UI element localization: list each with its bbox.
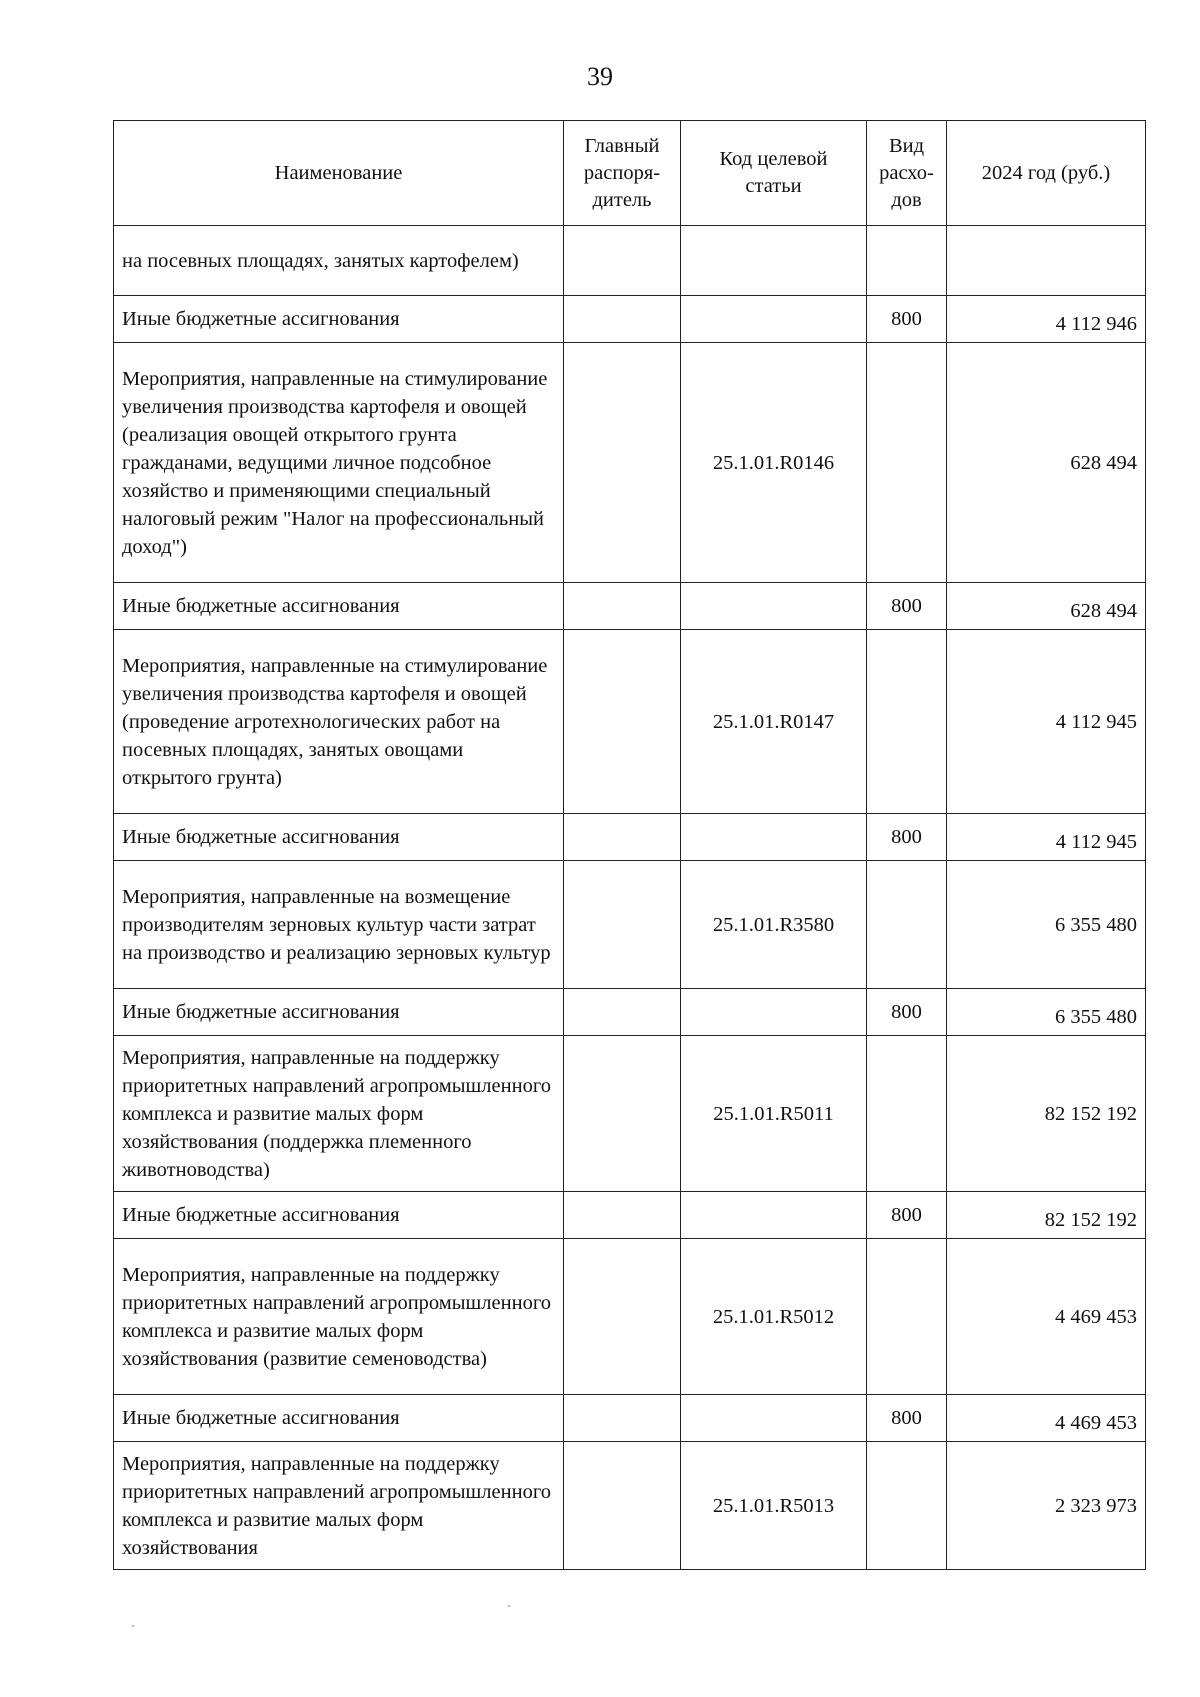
row-admin — [564, 296, 681, 343]
row-kind — [867, 630, 947, 814]
row-amount: 82 152 192 — [947, 1036, 1146, 1192]
row-code — [681, 1395, 867, 1442]
table-row — [114, 861, 1146, 989]
row-name: Мероприятия, направленные на возмещение производителям зерновых культур части затрат на производство и реализацию зерновых культур — [114, 861, 564, 989]
row-admin — [564, 226, 681, 296]
row-kind — [867, 861, 947, 989]
row-kind — [867, 1239, 947, 1395]
row-code: 25.1.01.R3580 — [681, 861, 867, 989]
row-code — [681, 226, 867, 296]
row-admin — [564, 814, 681, 861]
scan-speck — [508, 1605, 510, 1607]
table-row — [114, 226, 1146, 296]
header-kind: Вид расхо-дов — [867, 121, 947, 226]
header-name: Наименование — [114, 121, 564, 226]
table-row — [114, 630, 1146, 814]
row-name: Иные бюджетные ассигнования — [114, 296, 564, 343]
row-code — [681, 296, 867, 343]
row-admin — [564, 989, 681, 1036]
row-admin — [564, 343, 681, 583]
row-code — [681, 1192, 867, 1239]
row-code: 25.1.01.R5012 — [681, 1239, 867, 1395]
table-row — [114, 1239, 1146, 1395]
scan-speck — [132, 1625, 134, 1627]
row-name: Мероприятия, направленные на стимулирование увеличения производства картофеля и овощей (проведение агротехнологических работ на посевных площадях, занятых овощами открытого грунта) — [114, 630, 564, 814]
row-admin — [564, 1036, 681, 1192]
row-kind: 800 — [867, 814, 947, 861]
table-row — [114, 1192, 1146, 1239]
row-name: Иные бюджетные ассигнования — [114, 1192, 564, 1239]
row-name: Мероприятия, направленные на поддержку приоритетных направлений агропромышленного комплекса и развитие малых форм хозяйствования (развитие семеноводства) — [114, 1239, 564, 1395]
header-amount: 2024 год (руб.) — [947, 121, 1146, 226]
row-code: 25.1.01.R0147 — [681, 630, 867, 814]
table-row — [114, 1395, 1146, 1442]
header-code: Код целевой статьи — [681, 121, 867, 226]
row-admin — [564, 630, 681, 814]
row-amount: 6 355 480 — [947, 989, 1146, 1036]
table-header-row — [114, 121, 1146, 226]
row-amount — [947, 226, 1146, 296]
row-amount: 4 469 453 — [947, 1395, 1146, 1442]
table-row — [114, 1036, 1146, 1192]
row-amount: 628 494 — [947, 343, 1146, 583]
row-admin — [564, 1239, 681, 1395]
row-code — [681, 989, 867, 1036]
row-name: Мероприятия, направленные на поддержку приоритетных направлений агропромышленного комплекса и развитие малых форм хозяйствования — [114, 1442, 564, 1570]
row-code — [681, 814, 867, 861]
row-kind: 800 — [867, 296, 947, 343]
row-admin — [564, 1395, 681, 1442]
row-kind — [867, 343, 947, 583]
row-name: Мероприятия, направленные на стимулирование увеличения производства картофеля и овощей (реализация овощей открытого грунта гражданами, ведущими личное подсобное хозяйство и применяющими специальный налоговый режим "Налог на профессиональный доход") — [114, 343, 564, 583]
header-admin: Главный распоря-дитель — [564, 121, 681, 226]
table-row — [114, 343, 1146, 583]
row-name: Иные бюджетные ассигнования — [114, 583, 564, 630]
row-name: на посевных площадях, занятых картофелем) — [114, 226, 564, 296]
row-kind: 800 — [867, 1192, 947, 1239]
row-amount: 6 355 480 — [947, 861, 1146, 989]
row-kind: 800 — [867, 583, 947, 630]
row-code — [681, 583, 867, 630]
row-amount: 82 152 192 — [947, 1192, 1146, 1239]
table-row — [114, 296, 1146, 343]
row-kind — [867, 1442, 947, 1570]
table-row — [114, 1442, 1146, 1570]
row-name: Иные бюджетные ассигнования — [114, 989, 564, 1036]
table-row — [114, 989, 1146, 1036]
row-name: Иные бюджетные ассигнования — [114, 814, 564, 861]
budget-table — [113, 120, 1146, 1570]
row-amount: 4 112 946 — [947, 296, 1146, 343]
row-admin — [564, 1192, 681, 1239]
row-admin — [564, 861, 681, 989]
row-kind — [867, 1036, 947, 1192]
row-kind: 800 — [867, 989, 947, 1036]
row-amount: 4 112 945 — [947, 814, 1146, 861]
table-row — [114, 583, 1146, 630]
row-name: Мероприятия, направленные на поддержку приоритетных направлений агропромышленного комплекса и развитие малых форм хозяйствования (поддержка племенного животноводства) — [114, 1036, 564, 1192]
row-code: 25.1.01.R0146 — [681, 343, 867, 583]
row-kind — [867, 226, 947, 296]
row-admin — [564, 1442, 681, 1570]
row-amount: 628 494 — [947, 583, 1146, 630]
row-admin — [564, 583, 681, 630]
row-amount: 4 112 945 — [947, 630, 1146, 814]
row-code: 25.1.01.R5011 — [681, 1036, 867, 1192]
page-number: 39 — [587, 62, 613, 91]
row-name: Иные бюджетные ассигнования — [114, 1395, 564, 1442]
row-kind: 800 — [867, 1395, 947, 1442]
row-code: 25.1.01.R5013 — [681, 1442, 867, 1570]
row-amount: 4 469 453 — [947, 1239, 1146, 1395]
table-row — [114, 814, 1146, 861]
row-amount: 2 323 973 — [947, 1442, 1146, 1570]
